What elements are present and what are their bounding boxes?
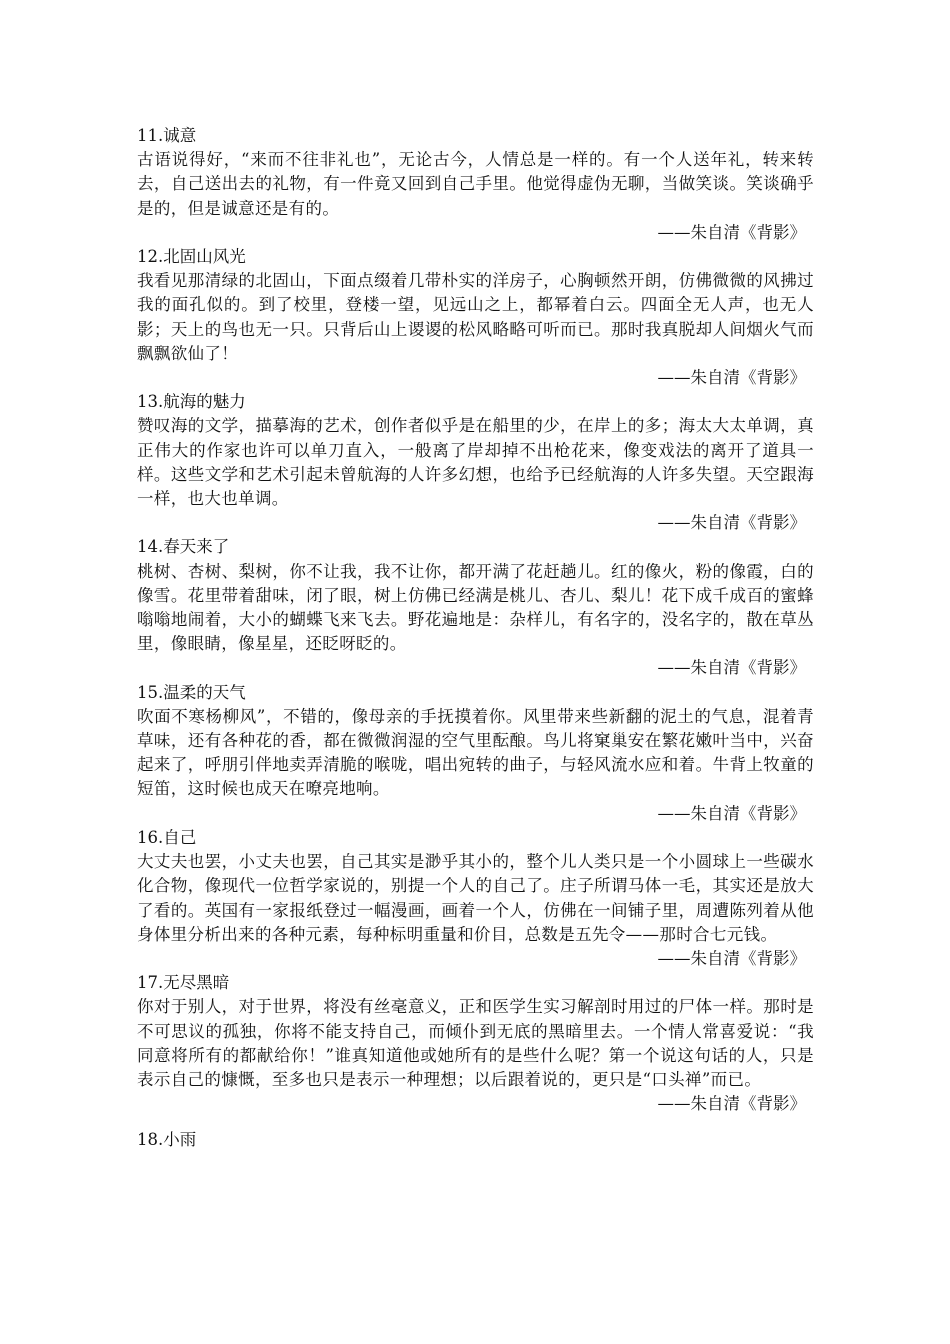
entry-body: 桃树、杏树、梨树，你不让我，我不让你，都开满了花赶趟儿。红的像火，粉的像霞，白的像雪。花里带着甜味，闭了眼，树上仿佛已经满是桃儿、杏儿、梨儿！花下成千成百的蜜蜂嗡嗡地闹着，大小的蝴蝶飞来飞去。野花遍地是：杂样儿，有名字的，没名字的，散在草丛里，像眼睛，像星星，还眨呀眨的。 [137,561,814,654]
entry-11 [137,124,814,245]
entry-source: ——朱自清《背影》 [657,658,806,678]
entry-source: ——朱自清《背影》 [657,368,806,388]
entry-title: 16.自己 [137,827,197,847]
entry-title: 11.诚意 [137,126,197,145]
entry-source: ——朱自清《背影》 [657,803,806,823]
entry-14 [137,535,814,680]
entry-body: 赞叹海的文学，描摹海的艺术，创作者似乎是在船里的少，在岸上的多；海太大太单调，真正伟大的作家也许可以单刀直入，一般离了岸却掉不出枪花来，像变戏法的离开了道具一样。这些文学和艺术引起未曾航海的人许多幻想，也给予已经航海的人许多失望。天空跟海一样，也大也单调。 [137,416,814,509]
entry-source: ——朱自清《背影》 [657,222,806,242]
entry-body: 我看见那清绿的北固山，下面点缀着几带朴实的洋房子，心胸顿然开朗，仿佛微微的风拂过我的面孔似的。到了校里，登楼一望，见远山之上，都幂着白云。四面全无人声，也无人影；天上的鸟也无一只。只背后山上谡谡的松风略略可听而已。那时我真脱却人间烟火气而飘飘欲仙了！ [137,271,814,363]
entry-source: ——朱自清《背影》 [657,1094,806,1114]
entry-title: 18.小雨 [137,1130,197,1150]
entry-body: 你对于别人，对于世界，将没有丝毫意义，正和医学生实习解剖时用过的尸体一样。那时是不可思议的孤独，你将不能支持自己，而倾仆到无底的黑暗里去。一个情人常喜爱说：“我同意将所有的都献给你！”谁真知道他或她所有的是些什么呢？第一个说这句话的人，只是表示自己的慷慨，至多也只是表示一种理想；以后跟着说的，更只是“口头禅”而已。 [137,997,814,1089]
entry-title: 14.春天来了 [137,537,230,557]
entry-body: 吹面不寒杨柳风”，不错的，像母亲的手抚摸着你。风里带来些新翻的泥土的气息，混着青草味，还有各种花的香，都在微微润湿的空气里酝酿。鸟儿将窠巢安在繁花嫩叶当中，兴奋起来了，呼朋引伴地卖弄清脆的喉咙，唱出宛转的曲子，与轻风流水应和着。牛背上牧童的短笛，这时候也成天在嘹亮地响。 [137,706,814,799]
entry-title: 17.无尽黑暗 [137,973,230,993]
entry-16 [137,826,814,971]
entry-15 [137,681,814,826]
entry-source: ——朱自清《背影》 [657,948,806,968]
document-page [137,124,814,1153]
entry-17 [137,971,814,1116]
entry-source: ——朱自清《背影》 [657,513,806,533]
entry-title: 12.北固山风光 [137,247,246,267]
entry-13 [137,390,814,535]
entry-12 [137,245,814,390]
entry-18 [137,1128,814,1152]
entry-title: 15.温柔的天气 [137,682,246,702]
entry-body: 大丈夫也罢，小丈夫也罢，自己其实是渺乎其小的，整个儿人类只是一个小圆球上一些碳水化合物，像现代一位哲学家说的，别提一个人的自己了。庄子所谓马体一毛，其实还是放大了看的。英国有一家报纸登过一幅漫画，画着一个人，仿佛在一间铺子里，周遭陈列着从他身体里分析出来的各种元素，每种标明重量和价目，总数是五先令——那时合七元钱。 [137,852,814,944]
entry-title: 13.航海的魅力 [137,392,246,412]
entry-body: 古语说得好，“来而不往非礼也”，无论古今，人情总是一样的。有一个人送年礼，转来转去，自己送出去的礼物，有一件竟又回到自己手里。他觉得虚伪无聊，当做笑谈。笑谈确乎是的，但是诚意还是有的。 [137,150,814,218]
